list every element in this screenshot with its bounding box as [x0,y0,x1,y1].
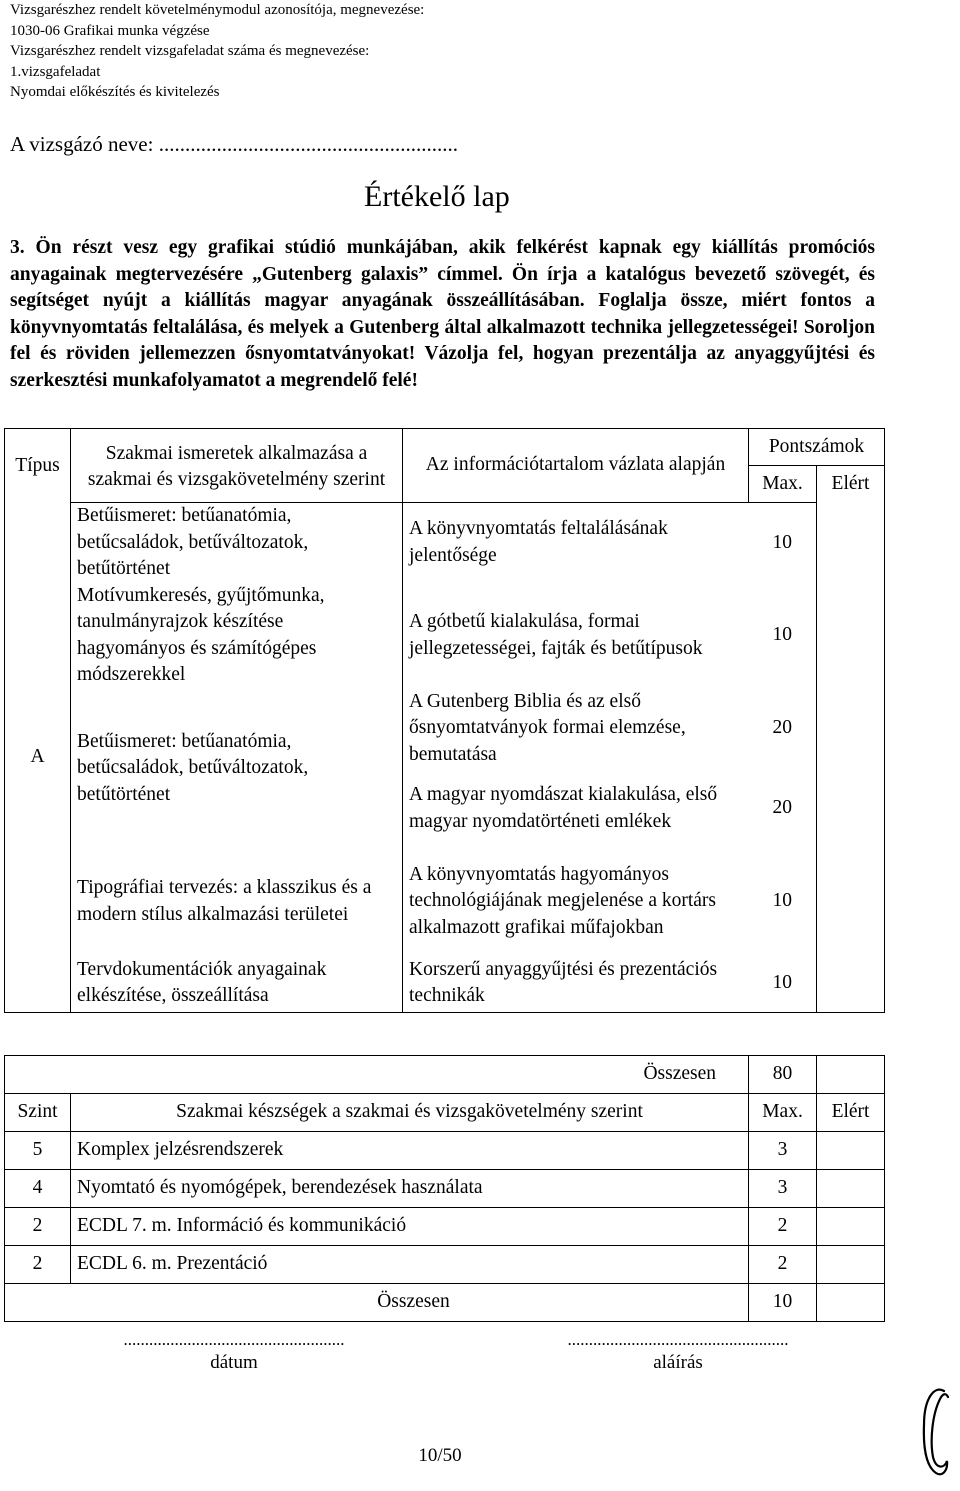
info-cell: A magyar nyomdászat kialakulása, első magyar nyomdatörténeti emlékek [403,769,749,849]
knowledge-total-label: Összesen [5,1056,749,1094]
skills-total-label: Összesen [5,1284,749,1322]
max-cell: 20 [749,769,817,849]
max-cell: 2 [749,1246,817,1284]
info-cell: A gótbetű kialakulása, formai jellegzetességei, fajták és betűtípusok [403,583,749,689]
info-cell: A könyvnyomtatás feltalálásának jelentősége [403,503,749,583]
achieved-cell [817,1170,885,1208]
skill-cell: ECDL 6. m. Prezentáció [71,1246,749,1284]
achieved-cell [817,1246,885,1284]
info-cell: A könyvnyomtatás hagyományos technológiájának megjelenése a kortárs alkalmazott grafikai műfajokban [403,849,749,955]
skills-total-achieved [817,1284,885,1322]
achieved-cell [817,1132,885,1170]
header-type: Típus [5,429,71,503]
header-knowledge: Szakmai ismeretek alkalmazása a szakmai és vizsgakövetelmény szerint [71,429,403,503]
max-cell: 3 [749,1132,817,1170]
task-description: 3. Ön részt vesz egy grafikai stúdió munkájában, akik felkérést kapnak egy kiállítás promóciós anyagainak megtervezésére „Gutenberg galaxis” címmel. Ön írja a katalógus bevezető szövegét, és segítséget nyújt a kiállítás magyar anyagának összeállításában. Foglalja össze, miért fontos a könyvnyomtatás feltalálása, és melyek a Gutenberg által alkalmazott technika jellegzetességei! Soroljon fel és röviden jellemezzen ősnyomtatványokat! Vázolja fel, hogyan prezentálja az anyaggyűjtési és szerkesztési munkafolyamatot a megrendelő felé! [10,237,875,391]
max-cell: 3 [749,1170,817,1208]
header-level: Szint [5,1094,71,1132]
knowledge-cell: Betűismeret: betűanatómia, betűcsaládok, betűváltozatok, betűtörténet [71,503,403,583]
max-cell: 2 [749,1208,817,1246]
sign-dots: .................................................... [567,1330,789,1349]
skills-table [4,1055,885,1322]
info-cell: Korszerű anyaggyűjtési és prezentációs technikák [403,955,749,1013]
level-cell: 2 [5,1246,71,1284]
page-title: Értékelő lap [364,180,510,213]
knowledge-cell: Motívumkeresés, gyűjtőmunka, tanulmányrajzok készítése hagyományos és számítógépes módszerekkel [71,583,403,689]
max-cell: 20 [749,689,817,769]
level-cell: 4 [5,1170,71,1208]
header-achieved: Elért [817,1094,885,1132]
type-value: A [5,503,71,1013]
max-cell: 10 [749,503,817,583]
header-skills: Szakmai készségek a szakmai és vizsgakövetelmény szerint [71,1094,749,1132]
level-cell: 2 [5,1208,71,1246]
knowledge-table [4,428,885,1013]
knowledge-cell: Tervdokumentációk anyagainak elkészítése, összeállítása [71,955,403,1013]
page-number: 10/50 [418,1445,462,1466]
sign-label: aláírás [653,1352,703,1373]
sign-signature-block [542,1330,814,1374]
date-dots: .................................................... [123,1330,345,1349]
knowledge-cell: Tipográfiai tervezés: a klasszikus és a modern stílus alkalmazási területei [71,849,403,955]
header-max: Max. [749,466,817,503]
header-line-1: Vizsgarészhez rendelt követelménymodul azonosítója, megnevezése: [10,2,425,18]
skill-cell: Komplex jelzésrendszerek [71,1132,749,1170]
header-achieved: Elért [817,466,885,503]
knowledge-total-achieved [817,1056,885,1094]
header-line-3: Vizsgarészhez rendelt vizsgafeladat száma és megnevezése: [10,43,370,59]
header-line-2: 1030-06 Grafikai munka végzése [10,22,210,39]
max-cell: 10 [749,849,817,955]
skill-cell: Nyomtató és nyomógépek, berendezések használata [71,1170,749,1208]
knowledge-total-max: 80 [749,1056,817,1094]
document-header [10,0,424,103]
skills-total-max: 10 [749,1284,817,1322]
header-points: Pontszámok [749,429,885,466]
date-signature-block [98,1330,370,1374]
header-line-4: 1.vizsgafeladat [10,63,101,80]
max-cell: 10 [749,955,817,1013]
handwritten-signature-icon [918,1385,954,1485]
date-label: dátum [210,1352,258,1373]
knowledge-cell: Betűismeret: betűanatómia, betűcsaládok, betűváltozatok, betűtörténet [71,689,403,849]
achieved-cell [817,1208,885,1246]
info-cell: A Gutenberg Biblia és az első ősnyomtatványok formai elemzése, bemutatása [403,689,749,769]
header-info: Az információtartalom vázlata alapján [403,429,749,503]
header-max: Max. [749,1094,817,1132]
level-cell: 5 [5,1132,71,1170]
achieved-cell [817,503,885,1013]
max-cell: 10 [749,583,817,689]
skill-cell: ECDL 7. m. Információ és kommunikáció [71,1208,749,1246]
header-line-5: Nyomdai előkészítés és kivitelezés [10,84,220,100]
candidate-name-field: A vizsgázó neve: ......................................................... [10,132,458,156]
